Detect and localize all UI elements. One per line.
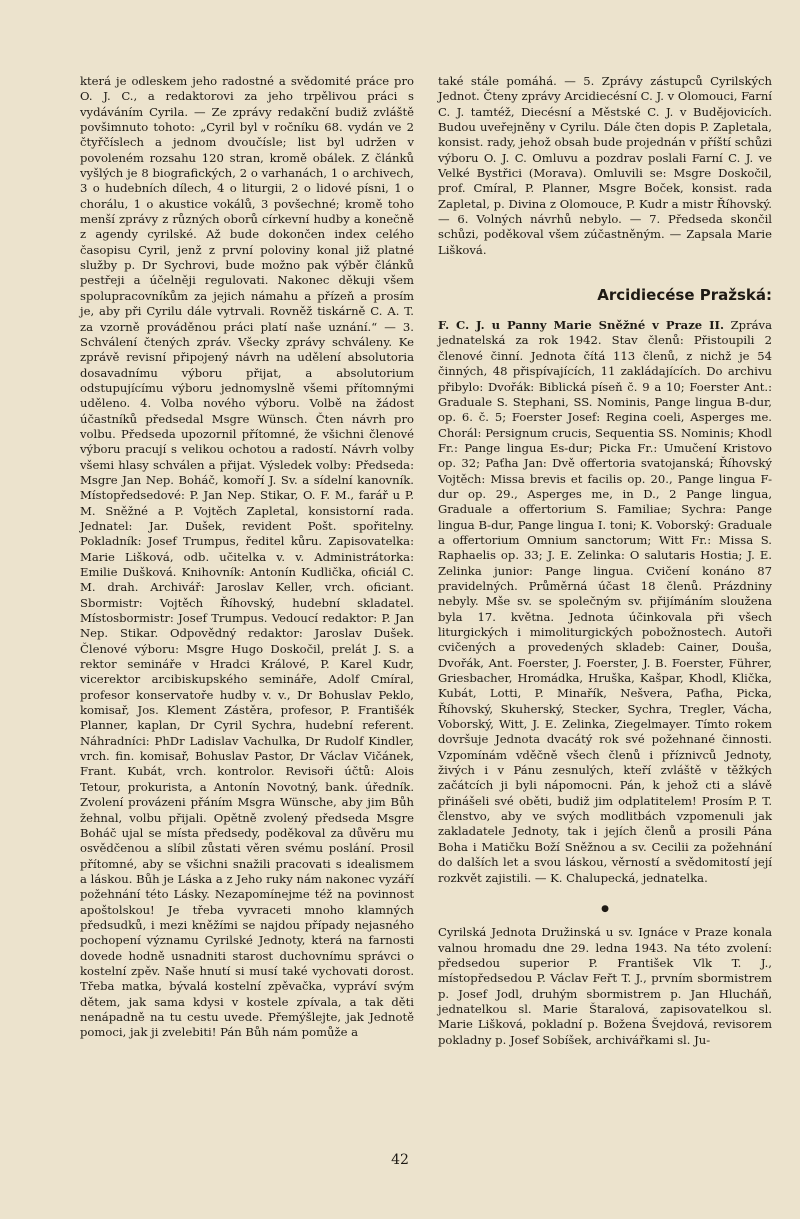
right-column-top-text: také stále pomáhá. — 5. Zprávy zástupců Cyrilských Jednot. Čteny zprávy Arcidiecésní C. J. v Olomouci, Farní C. J. tamtéž, Diecésní a Městské C. J. v Budějovicích. Budou uveřejněny v Cyrilu. Dále čten dopis P. Zapletala, konsist. rady, jehož obsah bude projednán v příští schůzi výboru O. J. C. Omluvu a pozdrav poslali Farní C. J. ve Velké Bystřici (Morava). Omluvili se: Msgre Doskočil, prof. Cmíral, P. Planner, Msgre Boček, konsist. rada Zapletal, p. Divina z Olomouce, P. Kudr a mistr Říhovský. — 6. Volných návrhů nebylo. — 7. Předseda skončil schůzi, poděkoval všem zúčastněným. — Zapsala Marie Lišková. — [438, 74, 772, 257]
report-body: Zpráva jednatelská za rok 1942. Stav členů: Přistoupili 2 členové činní. Jednota čítá 113 členů, z nichž je 54 činných, 48 přispívajících, 11 zakládajících. Do archivu přibylo: Dvořák: Biblická píseň č. 9 a 10; Foerster Ant.: Graduale S. Stephani, SS. Nominis, Pange lingua B-dur, op. 6. č. 5; Foerster Josef: Regina coeli, Asperges me. Chorál: Persignum crucis, Sequentia SS. Nominis; Khodl Fr.: Pange lingua Es-dur; Picka Fr.: Umučení Kristovo op. 32; Paťha Jan: Dvě offertoria svatojanská; Říhovský Vojtěch: Missa brevis et facilis op. 20., Pange lingua F-dur op. 29., Asperges me, in D., 2 Pange lingua, Graduale a offertorium S. Familiae; Sychra: Pange lingua B-dur, Pange lingua I. toni; K. Voborský: Graduale a offertorium Omnium sanctorum; Witt Fr.: Missa S. Raphaelis op. 33; J. E. Zelinka: O salutaris Hostia; J. E. Zelinka junior: Pange lingua. Cvičení konáno 87 pravidelných. Průměrná účast 18 členů. Prázdniny nebyly. Mše sv. se společným sv. přijímáním sloužena byla 17. května. Jednota účinkovala při všech liturgických i mimoliturgických pobožnostech. Autoři cvičených a provedených skladeb: Cainer, Douša, Dvořák, Ant. Foerster, J. Foerster, J. B. Foerster, Führer, Griesbacher, Hromádka, Hruška, Kašpar, Khodl, Klička, Kubát, Lotti, P. Minařík, Nešvera, Paťha, Picka, Říhovský, Skuherský, Stecker, Sychra, Tregler, Vácha, Voborský, Witt, J. E. Zelinka, Ziegelmayer. Tímto rokem dovršuje Jednota dvacátý rok své požehnané činnosti. Vzpomínám vděčně všech členů i příznivců Jednoty, živých i v Pánu zesnulých, kteří zvláště v těžkých začátcích ji byli nápomocni. Pán, k jehož cti a slávě přinášeli své oběti, budiž jim odplatitelem! Prosím P. T. členstvo, aby ve svých modlitbách vzpomenuli jak zakladatele Jednoty, tak i jejích členů a prosili Pána Boha i Matičku Boží Sněžnou a sv. Cecilii za požehnání do dalších let a svou láskou, věrností a svědomitostí její rozkvět zajistili. — K. Chalupecká, jednatelka. — [438, 318, 772, 885]
section-separator: ● — [601, 903, 609, 914]
right-column-bottom-text: Cyrilská Jednota Družinská u sv. Ignáce v Praze konala valnou hromadu dne 29. ledna 1943. Na této zvolení: předsedou superior P. František Vlk T. J., místopředsedou P. Václav Feřt T. J., prvním sbormistrem p. Josef Jodl, druhým sbormistrem p. Jan Hlucháň, jednatelkou sl. Marie Štaralová, zapisovatelkou sl. Marie Lišková, pokladní p. Božena Švejdová, revisorem pokladny p. Josef Sobíšek, archivářkami sl. Ju- — [438, 925, 772, 1047]
report-paragraph — [438, 318, 772, 886]
report-subheading: F. C. J. u Panny Marie Sněžné v Praze II. — [438, 318, 724, 333]
page-number: 42 — [391, 1152, 409, 1168]
left-column-text: která je odleskem jeho radostné a svědomité práce pro O. J. C., a redaktorovi za jeho trpělivou práci s vydáváním Cyrila. — Ze zprávy redakční budiž zvláště povšimnuto tohoto: „Cyril byl v ročníku 68. vydán ve 2 čtyřčíslech a jednom dvoučísle; list byl udržen v povoleném rozsahu 120 stran, kromě obálek. Z článků vyšlých je 8 biografických, 2 o varhanách, 1 o archivech, 3 o hudebních dílech, 4 o liturgii, 2 o lidové písni, 1 o chorálu, 1 o akustice vokálů, 3 povšechné; kromě toho menší zprávy z různých oborů církevní hudby a konečně z agendy cyrilské. Až bude dokončen index celého časopisu Cyril, jenž z první poloviny konal již platné služby p. Dr Sychrovi, bude možno pak výběr článků pestřeji a účelněji regulovati. Nakonec děkuji všem spolupracovníkům za jejich námahu a přízeň a prosím je, aby při Cyrilu dále vytrvali. Rovněž tiskárně C. A. T. za vzorně prováděnou práci platí naše uznání.“ — 3. Schválení čtených zpráv. Všecky zprávy schváleny. Ke zprávě revisní připojený návrh na udělení absolutoria dosavadnímu výboru přijat, a absolutorium odstupujícímu výboru jednomyslně všemi přítomnými uděleno. 4. Volba nového výboru. Volbě na žádost účastníků předsedal Msgre Wünsch. Čten návrh pro volbu. Předseda upozornil přítomné, že všichni členové výboru pracují s velikou ochotou a radostí. Návrh volby všemi hlasy schválen a přijat. Výsledek volby: Předseda: Msgre Jan Nep. Boháč, komoří J. Sv. a sídelní kanovník. Místopředsedové: P. Jan Nep. Stikar, O. F. M., farář u P. M. Sněžné a P. Vojtěch Zapletal, konsistorní rada. Jednatel: Jar. Dušek, revident Pošt. spořitelny. Pokladník: Josef Trumpus, ředitel kůru. Zapisovatelka: Marie Lišková, odb. učitelka v. v. Administrátorka: Emilie Dušková. Knihovník: Antonín Kudlička, oficiál C. M. drah. Archivář: Jaroslav Keller, vrch. oficiant. Sbormistr: Vojtěch Říhovský, hudební skladatel. Místosbormistr: Josef Trumpus. Vedoucí redaktor: P. Jan Nep. Stikar. Odpovědný redaktor: Jaroslav Dušek. Členové výboru: Msgre Hugo Doskočil, prelát J. S. a rektor semináře v Hradci Králové, P. Karel Kudr, vicerektor arcibiskupského semináře, Adolf Cmíral, profesor konservatoře hudby v. v., Dr Bohuslav Peklo, komisař, Jos. Klement Zástěra, profesor, P. Františék Planner, kaplan, Dr Cyril Sychra, hudební referent. Náhradníci: PhDr Ladislav Vachulka, Dr Rudolf Kindler, vrch. fin. komisař, Bohuslav Pastor, Dr Václav Vičánek, Frant. Kubát, vrch. kontrolor. Revisoři účtů: Alois Tetour, prokurista, a Antonín Novotný, bank. úředník. Zvolení provázeni přáním Msgra Wünsche, aby jim Bůh žehnal, volbu přijali. Opětně zvolený předseda Msgre Boháč ujal se místa předsedy, poděkoval za důvěru mu osvědčenou a slíbil zůstati věren svému poslání. Prosil přítomné, aby se všichni snažili pracovati s idealismem a láskou. Bůh je Láska a z Jeho ruky nám nakonec vyzáří požehnání této Lásky. Nezapomínejme též na povinnost apoštolskou! Je třeba vyvraceti mnoho klamných předsudků, i mezi kněžími se najdou případy nejasného pochopení významu Cyrilské Jednoty, která na farnosti dovede hodně usnadniti starost duchovnímu správci o kostelní zpěv. Naše hnutí si musí také vychovati dorost. Třeba matka, bývalá kostelní zpěvačka, vypráví svým dětem, jak sama kdysi v kostele zpívala, a tak děti nenápadně na tu cestu uvede. Přemýšlejte, jak Jednotě pomoci, jak ji zvelebiti! Pán Bůh nám pomůže a — [80, 74, 414, 1040]
right-column — [438, 74, 772, 1048]
left-column — [80, 74, 414, 1041]
section-heading: Arcidiecése Pražská: — [597, 286, 772, 305]
